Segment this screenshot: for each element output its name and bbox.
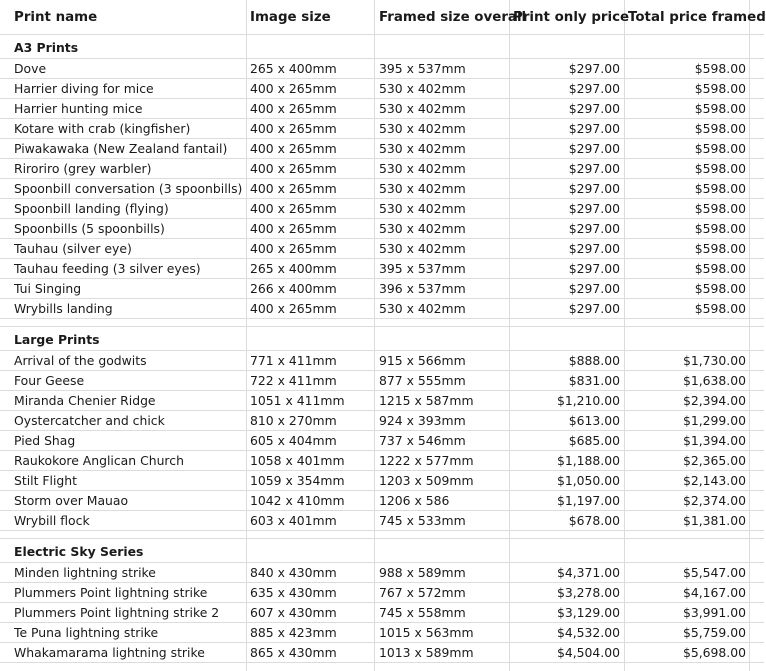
table-row [0, 563, 764, 583]
cell-print-only-price[interactable]: $297.00 [510, 259, 625, 278]
cell-framed-size[interactable]: 530 x 402mm [375, 299, 510, 318]
table-row [0, 199, 764, 219]
table-row [0, 643, 764, 663]
cell-framed-size[interactable] [375, 531, 510, 538]
cell-print-only-price[interactable]: $678.00 [510, 511, 625, 530]
header-total-price-framed[interactable]: Total price framed [625, 0, 750, 34]
cell-framed-size[interactable]: 395 x 537mm [375, 59, 510, 78]
cell-print-name[interactable]: Stilt Flight [0, 471, 247, 490]
cell-total-price-framed[interactable]: $1,638.00 [625, 371, 750, 390]
cell-total-price-framed[interactable]: $598.00 [625, 159, 750, 178]
cell-total-price-framed[interactable]: $1,394.00 [625, 431, 750, 450]
cell-framed-size[interactable]: 988 x 589mm [375, 563, 510, 582]
cell-framed-size[interactable]: 530 x 402mm [375, 139, 510, 158]
cell-print-only-price[interactable]: $685.00 [510, 431, 625, 450]
section-heading-row [0, 539, 764, 563]
cell-framed-size[interactable] [375, 539, 510, 562]
cell-framed-size[interactable]: 1013 x 589mm [375, 643, 510, 662]
section-title[interactable]: Large Prints [0, 327, 247, 350]
cell-image-size[interactable]: 400 x 265mm [247, 179, 375, 198]
cell-total-price-framed[interactable]: $5,759.00 [625, 623, 750, 642]
cell-print-only-price[interactable]: $831.00 [510, 371, 625, 390]
cell-print-name[interactable]: Plummers Point lightning strike [0, 583, 247, 602]
cell-total-price-framed[interactable]: $598.00 [625, 179, 750, 198]
cell-framed-size[interactable] [375, 327, 510, 350]
cell-framed-size[interactable]: 745 x 533mm [375, 511, 510, 530]
table-row [0, 259, 764, 279]
table-row [0, 491, 764, 511]
cell-image-size[interactable]: 265 x 400mm [247, 259, 375, 278]
cell-image-size[interactable] [247, 327, 375, 350]
cell-print-only-price[interactable] [510, 531, 625, 538]
spacer-row [0, 531, 764, 539]
cell-print-only-price[interactable]: $297.00 [510, 59, 625, 78]
cell-image-size[interactable]: 400 x 265mm [247, 99, 375, 118]
cell-total-price-framed[interactable] [625, 531, 750, 538]
cell-print-name[interactable]: Te Puna lightning strike [0, 623, 247, 642]
cell-print-only-price[interactable] [510, 327, 625, 350]
cell-framed-size[interactable]: 767 x 572mm [375, 583, 510, 602]
section-heading-row [0, 35, 764, 59]
cell-total-price-framed[interactable]: $598.00 [625, 239, 750, 258]
table-row [0, 351, 764, 371]
cell-total-price-framed[interactable]: $2,394.00 [625, 391, 750, 410]
cell-framed-size[interactable]: 1203 x 509mm [375, 471, 510, 490]
cell-framed-size[interactable]: 737 x 546mm [375, 431, 510, 450]
cell-print-only-price[interactable]: $888.00 [510, 351, 625, 370]
cell-print-name[interactable]: Raukokore Anglican Church [0, 451, 247, 470]
cell-print-only-price[interactable]: $297.00 [510, 179, 625, 198]
table-row [0, 511, 764, 531]
cell-print-only-price[interactable]: $297.00 [510, 199, 625, 218]
cell-framed-size[interactable]: 530 x 402mm [375, 99, 510, 118]
cell-framed-size[interactable]: 530 x 402mm [375, 199, 510, 218]
table-row [0, 99, 764, 119]
cell-framed-size[interactable] [375, 35, 510, 58]
cell-image-size[interactable] [247, 539, 375, 562]
cell-print-name[interactable]: Kotare with crab (kingfisher) [0, 119, 247, 138]
table-row [0, 451, 764, 471]
cell-print-only-price[interactable]: $4,504.00 [510, 643, 625, 662]
cell-framed-size[interactable]: 530 x 402mm [375, 159, 510, 178]
cell-image-size[interactable]: 603 x 401mm [247, 511, 375, 530]
cell-image-size[interactable]: 722 x 411mm [247, 371, 375, 390]
cell-print-only-price[interactable] [510, 663, 625, 671]
cell-framed-size[interactable]: 745 x 558mm [375, 603, 510, 622]
cell-image-size[interactable] [247, 663, 375, 671]
cell-total-price-framed[interactable]: $598.00 [625, 199, 750, 218]
cell-print-name[interactable]: Tui Singing [0, 279, 247, 298]
header-print-only-price[interactable]: Print only price [510, 0, 625, 34]
cell-print-name[interactable]: Spoonbill landing (flying) [0, 199, 247, 218]
cell-print-only-price[interactable]: $297.00 [510, 299, 625, 318]
cell-print-only-price[interactable]: $4,371.00 [510, 563, 625, 582]
cell-framed-size[interactable]: 1215 x 587mm [375, 391, 510, 410]
cell-framed-size[interactable]: 530 x 402mm [375, 179, 510, 198]
table-row [0, 411, 764, 431]
cell-total-price-framed[interactable] [625, 663, 750, 671]
cell-print-only-price[interactable] [510, 539, 625, 562]
cell-framed-size[interactable]: 1206 x 586 [375, 491, 510, 510]
header-framed-size[interactable]: Framed size overall [375, 0, 510, 34]
cell-print-only-price[interactable]: $613.00 [510, 411, 625, 430]
cell-image-size[interactable]: 635 x 430mm [247, 583, 375, 602]
cell-total-price-framed[interactable]: $598.00 [625, 219, 750, 238]
cell-framed-size[interactable]: 530 x 402mm [375, 79, 510, 98]
header-image-size[interactable]: Image size [247, 0, 375, 34]
header-row [0, 0, 764, 35]
cell-framed-size[interactable]: 877 x 555mm [375, 371, 510, 390]
header-print-name[interactable]: Print name [0, 0, 247, 34]
cell-print-name[interactable] [0, 531, 247, 538]
cell-image-size[interactable]: 400 x 265mm [247, 159, 375, 178]
cell-framed-size[interactable]: 530 x 402mm [375, 119, 510, 138]
table-row [0, 239, 764, 259]
cell-print-name[interactable]: Wrybills landing [0, 299, 247, 318]
cell-image-size[interactable]: 400 x 265mm [247, 79, 375, 98]
cell-image-size[interactable]: 771 x 411mm [247, 351, 375, 370]
cell-print-name[interactable]: Pied Shag [0, 431, 247, 450]
cell-total-price-framed[interactable]: $598.00 [625, 119, 750, 138]
cell-image-size[interactable]: 400 x 265mm [247, 139, 375, 158]
cell-image-size[interactable]: 1059 x 354mm [247, 471, 375, 490]
cell-image-size[interactable]: 400 x 265mm [247, 299, 375, 318]
cell-framed-size[interactable]: 530 x 402mm [375, 219, 510, 238]
cell-image-size[interactable] [247, 35, 375, 58]
section-heading-row [0, 327, 764, 351]
cell-print-only-price[interactable]: $3,278.00 [510, 583, 625, 602]
cell-image-size[interactable]: 607 x 430mm [247, 603, 375, 622]
table-row [0, 279, 764, 299]
cell-framed-size[interactable]: 1015 x 563mm [375, 623, 510, 642]
cell-print-name[interactable]: Minden lightning strike [0, 563, 247, 582]
cell-total-price-framed[interactable]: $3,991.00 [625, 603, 750, 622]
cell-print-name[interactable]: Harrier diving for mice [0, 79, 247, 98]
table-row [0, 431, 764, 451]
cell-print-only-price[interactable]: $1,210.00 [510, 391, 625, 410]
cell-image-size[interactable]: 840 x 430mm [247, 563, 375, 582]
cell-print-name[interactable]: Riroriro (grey warbler) [0, 159, 247, 178]
cell-print-name[interactable]: Oystercatcher and chick [0, 411, 247, 430]
cell-total-price-framed[interactable]: $2,365.00 [625, 451, 750, 470]
cell-total-price-framed[interactable] [625, 327, 750, 350]
table-row [0, 119, 764, 139]
cell-total-price-framed[interactable]: $5,547.00 [625, 563, 750, 582]
cell-print-name[interactable] [0, 319, 247, 326]
cell-print-only-price[interactable]: $297.00 [510, 99, 625, 118]
cell-print-only-price[interactable]: $1,197.00 [510, 491, 625, 510]
cell-print-name[interactable]: Whakamarama lightning strike [0, 643, 247, 662]
cell-print-only-price[interactable]: $4,532.00 [510, 623, 625, 642]
cell-total-price-framed[interactable]: $1,730.00 [625, 351, 750, 370]
cell-total-price-framed[interactable]: $1,299.00 [625, 411, 750, 430]
cell-print-only-price[interactable] [510, 35, 625, 58]
cell-framed-size[interactable]: 396 x 537mm [375, 279, 510, 298]
cell-print-name[interactable]: Spoonbill conversation (3 spoonbills) [0, 179, 247, 198]
cell-image-size[interactable]: 1058 x 401mm [247, 451, 375, 470]
cell-print-only-price[interactable]: $297.00 [510, 239, 625, 258]
cell-print-name[interactable]: Miranda Chenier Ridge [0, 391, 247, 410]
cell-image-size[interactable]: 1051 x 411mm [247, 391, 375, 410]
cell-framed-size[interactable]: 530 x 402mm [375, 239, 510, 258]
table-row [0, 603, 764, 623]
cell-print-only-price[interactable] [510, 319, 625, 326]
cell-image-size[interactable] [247, 531, 375, 538]
cell-total-price-framed[interactable] [625, 319, 750, 326]
cell-image-size[interactable]: 400 x 265mm [247, 199, 375, 218]
cell-total-price-framed[interactable] [625, 539, 750, 562]
cell-total-price-framed[interactable]: $4,167.00 [625, 583, 750, 602]
empty-row [0, 663, 764, 671]
cell-print-only-price[interactable]: $1,188.00 [510, 451, 625, 470]
cell-framed-size[interactable] [375, 663, 510, 671]
table-row [0, 79, 764, 99]
table-row [0, 371, 764, 391]
cell-print-name[interactable]: Piwakawaka (New Zealand fantail) [0, 139, 247, 158]
cell-print-name[interactable]: Storm over Mauao [0, 491, 247, 510]
cell-total-price-framed[interactable]: $598.00 [625, 139, 750, 158]
table-row [0, 179, 764, 199]
cell-total-price-framed[interactable]: $598.00 [625, 299, 750, 318]
cell-print-name[interactable]: Four Geese [0, 371, 247, 390]
cell-print-name[interactable]: Harrier hunting mice [0, 99, 247, 118]
cell-framed-size[interactable]: 915 x 566mm [375, 351, 510, 370]
cell-image-size[interactable]: 266 x 400mm [247, 279, 375, 298]
cell-total-price-framed[interactable]: $598.00 [625, 259, 750, 278]
cell-framed-size[interactable]: 395 x 537mm [375, 259, 510, 278]
cell-total-price-framed[interactable]: $598.00 [625, 99, 750, 118]
cell-image-size[interactable]: 1042 x 410mm [247, 491, 375, 510]
cell-framed-size[interactable] [375, 319, 510, 326]
cell-print-name[interactable]: Tauhau feeding (3 silver eyes) [0, 259, 247, 278]
cell-image-size[interactable]: 810 x 270mm [247, 411, 375, 430]
table-row [0, 159, 764, 179]
cell-print-name[interactable]: Dove [0, 59, 247, 78]
cell-print-name[interactable]: Wrybill flock [0, 511, 247, 530]
cell-print-name[interactable]: Arrival of the godwits [0, 351, 247, 370]
table-row [0, 139, 764, 159]
cell-print-name[interactable]: Tauhau (silver eye) [0, 239, 247, 258]
cell-image-size[interactable]: 885 x 423mm [247, 623, 375, 642]
cell-total-price-framed[interactable]: $598.00 [625, 279, 750, 298]
section-title[interactable]: A3 Prints [0, 35, 247, 58]
cell-image-size[interactable]: 265 x 400mm [247, 59, 375, 78]
cell-print-name[interactable]: Spoonbills (5 spoonbills) [0, 219, 247, 238]
cell-total-price-framed[interactable]: $5,698.00 [625, 643, 750, 662]
cell-image-size[interactable] [247, 319, 375, 326]
cell-print-only-price[interactable]: $297.00 [510, 279, 625, 298]
cell-print-only-price[interactable]: $3,129.00 [510, 603, 625, 622]
cell-print-only-price[interactable]: $297.00 [510, 219, 625, 238]
spacer-row [0, 319, 764, 327]
cell-print-name[interactable]: Plummers Point lightning strike 2 [0, 603, 247, 622]
cell-print-only-price[interactable]: $297.00 [510, 139, 625, 158]
cell-image-size[interactable]: 400 x 265mm [247, 239, 375, 258]
cell-total-price-framed[interactable]: $1,381.00 [625, 511, 750, 530]
cell-print-only-price[interactable]: $297.00 [510, 119, 625, 138]
cell-image-size[interactable]: 865 x 430mm [247, 643, 375, 662]
table-row [0, 583, 764, 603]
cell-image-size[interactable]: 605 x 404mm [247, 431, 375, 450]
cell-total-price-framed[interactable]: $2,143.00 [625, 471, 750, 490]
table-row [0, 59, 764, 79]
cell-total-price-framed[interactable]: $598.00 [625, 59, 750, 78]
cell-total-price-framed[interactable] [625, 35, 750, 58]
cell-print-only-price[interactable]: $1,050.00 [510, 471, 625, 490]
cell-print-name[interactable] [0, 663, 247, 671]
section-title[interactable]: Electric Sky Series [0, 539, 247, 562]
table-row [0, 623, 764, 643]
cell-total-price-framed[interactable]: $598.00 [625, 79, 750, 98]
cell-print-only-price[interactable]: $297.00 [510, 159, 625, 178]
cell-image-size[interactable]: 400 x 265mm [247, 119, 375, 138]
table-row [0, 391, 764, 411]
table-row [0, 471, 764, 491]
table-row [0, 219, 764, 239]
cell-print-only-price[interactable]: $297.00 [510, 79, 625, 98]
cell-total-price-framed[interactable]: $2,374.00 [625, 491, 750, 510]
cell-framed-size[interactable]: 924 x 393mm [375, 411, 510, 430]
cell-image-size[interactable]: 400 x 265mm [247, 219, 375, 238]
cell-framed-size[interactable]: 1222 x 577mm [375, 451, 510, 470]
table-row [0, 299, 764, 319]
